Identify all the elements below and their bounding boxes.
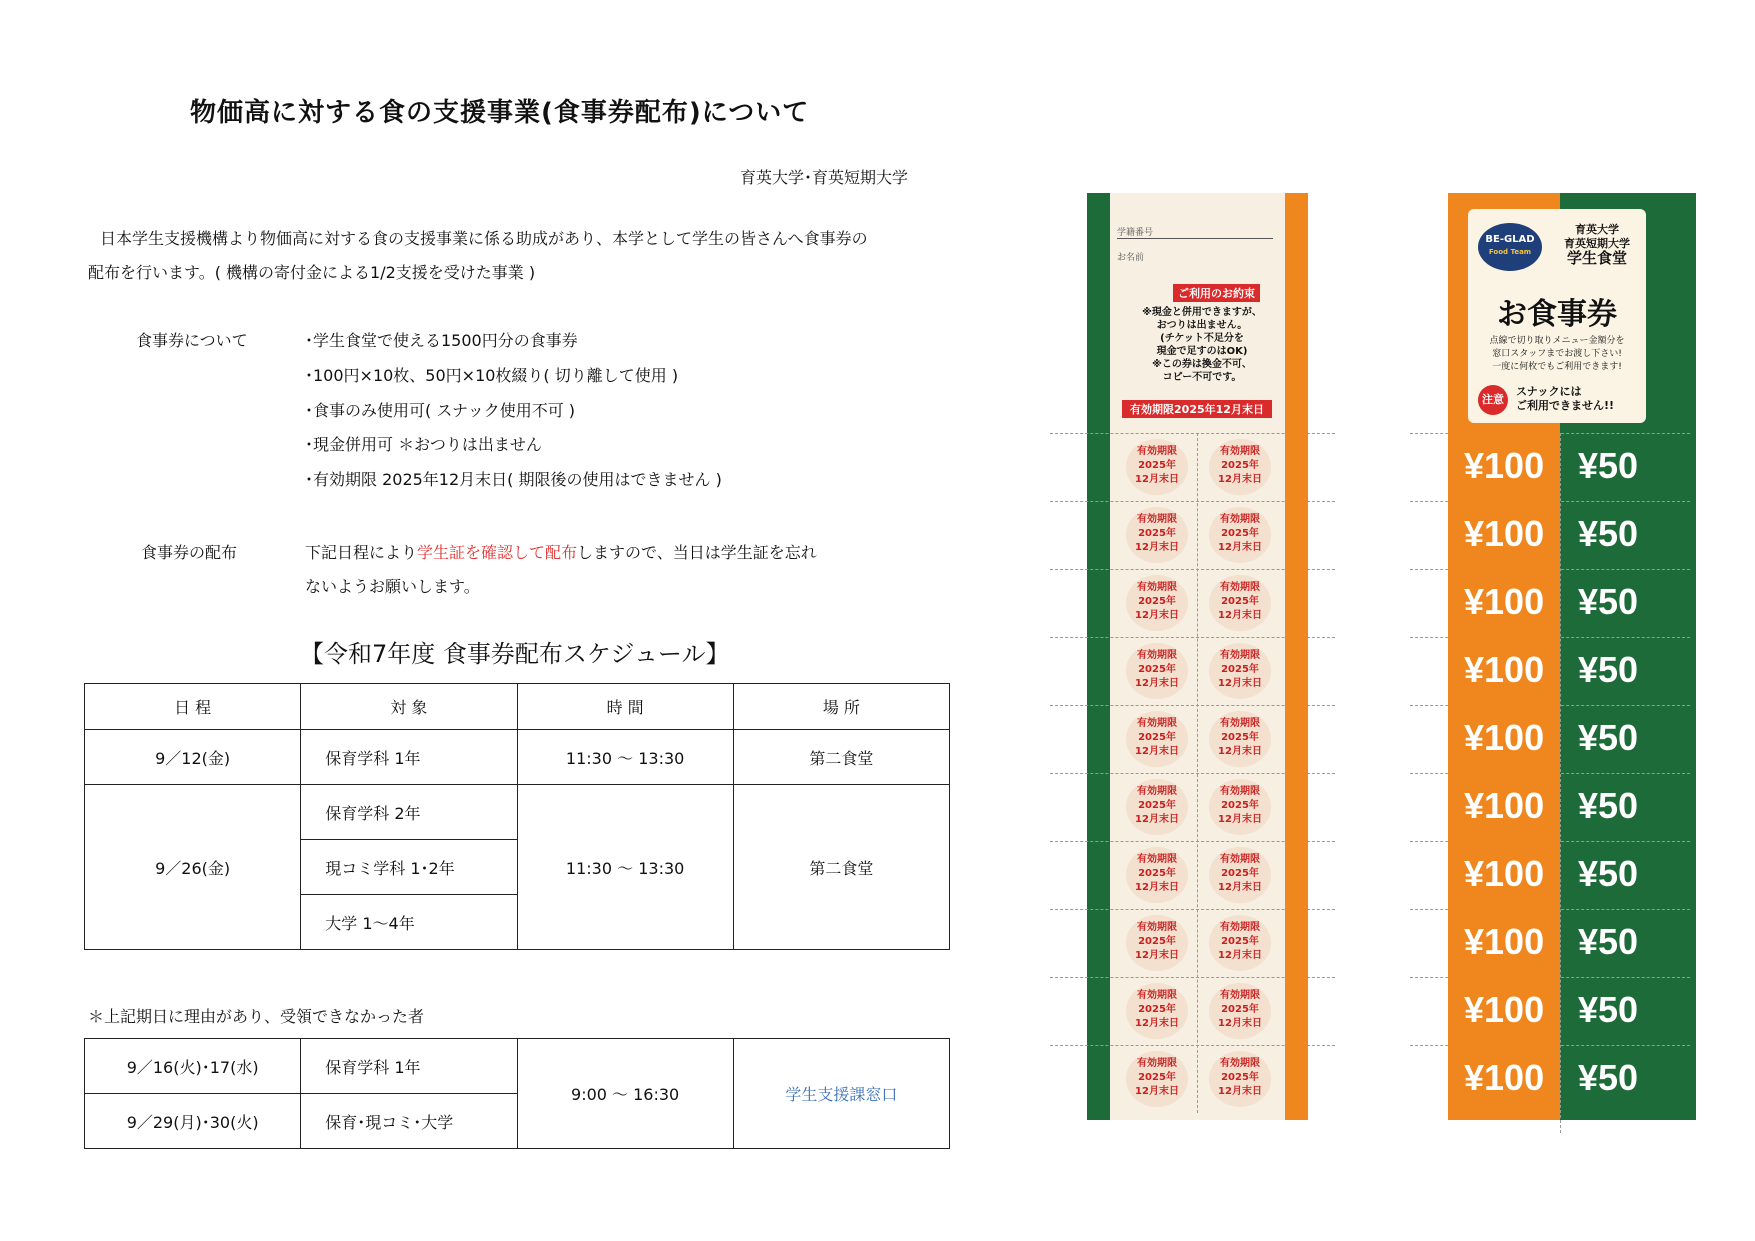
stamp-line: 12月末日 <box>1218 474 1262 485</box>
instruction-line: 点線で切り取りメニュー金額分を <box>1489 336 1625 346</box>
coupon-100[interactable]: ¥100 <box>1464 853 1545 894</box>
coupon-50[interactable]: ¥50 <box>1578 513 1639 554</box>
stamp-line: 2025年 <box>1221 1072 1259 1083</box>
stamp-line: 有効期限 <box>1220 1058 1260 1069</box>
schedule-header-place: 場 所 <box>733 684 949 730</box>
stamp-line: 有効期限 <box>1137 854 1177 865</box>
stamp-line: 2025年 <box>1138 868 1176 879</box>
schedule-header-target: 対 象 <box>301 684 517 730</box>
stamp-line: 有効期限 <box>1137 650 1177 661</box>
ticket-back-strip <box>1087 193 1308 1120</box>
stamp-line: 2025年 <box>1138 1072 1176 1083</box>
distribution-text-after: しますので、当日は学生証を忘れ <box>577 543 817 562</box>
stamp-line: 有効期限 <box>1220 650 1260 661</box>
expiry-stamp <box>1209 915 1271 971</box>
stamp-line: 12月末日 <box>1218 610 1262 621</box>
name-label: お名前 <box>1117 253 1145 263</box>
coupon-50[interactable]: ¥50 <box>1578 717 1639 758</box>
school-line-3: 学生食堂 <box>1566 249 1627 267</box>
stamp-line: 有効期限 <box>1220 582 1260 593</box>
coupon-50[interactable]: ¥50 <box>1578 853 1639 894</box>
schedule-title: 【令和7年度 食事券配布スケジュール】 <box>300 640 730 668</box>
stamp-line: 有効期限 <box>1137 1058 1177 1069</box>
stamp-line: 12月末日 <box>1135 474 1179 485</box>
makeup-place: 学生支援課窓口 <box>733 1039 949 1149</box>
expiry-stamp <box>1126 575 1188 631</box>
intro-line-1: 日本学生支援機構より物価高に対する食の支援事業に係る助成があり、本学として学生の皆さんへ食事券の <box>100 229 868 248</box>
caution-badge: 注意 <box>1478 385 1508 415</box>
logo-sub-text: Food Team <box>1488 248 1532 256</box>
distribution-label: 食事券の配布 <box>141 543 238 562</box>
makeup-note: ＊上記期日に理由があり、受領できなかった者 <box>88 1007 425 1026</box>
expiry-stamp <box>1209 439 1271 495</box>
intro-line-2: 配布を行います。( 機構の寄付金による1/2支援を受けた事業 ) <box>88 263 536 282</box>
stamp-line: 12月末日 <box>1135 814 1179 825</box>
stamp-line: 12月末日 <box>1135 1086 1179 1097</box>
coupon-100[interactable]: ¥100 <box>1464 717 1545 758</box>
stamp-line: 有効期限 <box>1137 582 1177 593</box>
coupon-50[interactable]: ¥50 <box>1578 921 1639 962</box>
stamp-line: 有効期限 <box>1220 990 1260 1001</box>
stamp-line: 有効期限 <box>1137 718 1177 729</box>
expiry-stamp <box>1126 439 1188 495</box>
expiry-stamp <box>1126 915 1188 971</box>
stamp-line: 2025年 <box>1138 800 1176 811</box>
stamp-line: 2025年 <box>1138 596 1176 607</box>
coupon-100[interactable]: ¥100 <box>1464 445 1545 486</box>
stamp-line: 有効期限 <box>1220 922 1260 933</box>
expiry-banner: 有効期限2025年12月末日 <box>1122 400 1272 418</box>
row2-date: 9／26(金) <box>85 785 301 950</box>
expiry-stamps <box>1087 193 1308 1120</box>
expiry-stamp <box>1126 1051 1188 1107</box>
about-item-3: ･食事のみ使用可( スナック使用不可 ) <box>305 401 576 420</box>
caution-line: ご利用できません!! <box>1516 399 1615 412</box>
stamp-line: 12月末日 <box>1135 950 1179 961</box>
stamp-line: 有効期限 <box>1137 514 1177 525</box>
makeup-target-2: 保育･現コミ･大学 <box>301 1094 517 1149</box>
row1-time: 11:30 ～ 13:30 <box>517 730 733 785</box>
distribution-highlight: 学生証を確認して配布 <box>417 543 578 562</box>
stamp-line: 12月末日 <box>1218 746 1262 757</box>
about-item-4: ･現金併用可 ＊おつりは出ません <box>305 435 542 454</box>
expiry-stamp <box>1209 1051 1271 1107</box>
stamp-line: 12月末日 <box>1218 542 1262 553</box>
expiry-stamp <box>1126 507 1188 563</box>
stamp-line: 2025年 <box>1221 596 1259 607</box>
row1-target: 保育学科 1年 <box>301 730 517 785</box>
school-line-2: 育英短期大学 <box>1564 237 1630 250</box>
stamp-line: 2025年 <box>1138 664 1176 675</box>
row2-place: 第二食堂 <box>733 785 949 950</box>
stamp-line: 2025年 <box>1221 732 1259 743</box>
stamp-line: 2025年 <box>1221 528 1259 539</box>
logo-text: BE-GLAD <box>1485 234 1535 245</box>
stamp-line: 2025年 <box>1221 936 1259 947</box>
intro-paragraph <box>88 222 948 290</box>
about-item-5: ･有効期限 2025年12月末日( 期限後の使用はできません ) <box>305 470 722 489</box>
schedule-table <box>84 683 950 950</box>
stamp-line: 12月末日 <box>1135 1018 1179 1029</box>
schedule-header-date: 日 程 <box>85 684 301 730</box>
stamp-line: 有効期限 <box>1137 446 1177 457</box>
makeup-date-1: 9／16(火)･17(水) <box>85 1039 301 1094</box>
stamp-line: 12月末日 <box>1218 882 1262 893</box>
stamp-line: 12月末日 <box>1135 542 1179 553</box>
schedule-header-time: 時 間 <box>517 684 733 730</box>
makeup-time: 9:00 ～ 16:30 <box>517 1039 733 1149</box>
coupon-100[interactable]: ¥100 <box>1464 989 1545 1030</box>
stamp-divider <box>1197 433 1198 1113</box>
headline: お食事券 <box>1497 297 1617 332</box>
stamp-line: 有効期限 <box>1137 922 1177 933</box>
expiry-stamp <box>1209 779 1271 835</box>
promise-line: (チケット不足分を <box>1160 333 1244 344</box>
stamp-line: 有効期限 <box>1220 514 1260 525</box>
about-item-1: ･学生食堂で使える1500円分の食事券 <box>305 331 578 350</box>
instruction-line: 窓口スタッフまでお渡し下さい! <box>1492 349 1622 359</box>
student-no-label: 学籍番号 <box>1117 225 1273 239</box>
expiry-stamp <box>1209 507 1271 563</box>
stamp-line: 12月末日 <box>1218 814 1262 825</box>
organization-name: 育英大学･育英短期大学 <box>740 168 909 187</box>
makeup-table <box>84 1038 950 1149</box>
expiry-stamp <box>1126 643 1188 699</box>
expiry-stamp <box>1209 643 1271 699</box>
makeup-target-1: 保育学科 1年 <box>301 1039 517 1094</box>
coupon-100[interactable]: ¥100 <box>1464 785 1545 826</box>
coupon-50[interactable]: ¥50 <box>1578 1057 1639 1098</box>
stamp-line: 2025年 <box>1138 732 1176 743</box>
coupon-100[interactable]: ¥100 <box>1464 921 1545 962</box>
coupon-100[interactable]: ¥100 <box>1464 581 1545 622</box>
stamp-line: 有効期限 <box>1220 786 1260 797</box>
stamp-line: 2025年 <box>1138 1004 1176 1015</box>
promise-line: コピー不可です。 <box>1162 372 1242 383</box>
row1-place: 第二食堂 <box>733 730 949 785</box>
coupon-50[interactable]: ¥50 <box>1578 445 1639 486</box>
coupon-50[interactable]: ¥50 <box>1578 581 1639 622</box>
about-label: 食事券について <box>136 331 248 350</box>
coupon-100[interactable]: ¥100 <box>1464 1057 1545 1098</box>
promise-line: 現金で足すのはOK) <box>1156 346 1248 357</box>
stamp-line: 2025年 <box>1221 800 1259 811</box>
stamp-line: 2025年 <box>1138 460 1176 471</box>
stamp-line: 12月末日 <box>1135 882 1179 893</box>
promise-line: ※この券は換金不可、 <box>1152 359 1252 370</box>
distribution-line-2: ないようお願いします。 <box>305 577 480 596</box>
stamp-line: 12月末日 <box>1218 1018 1262 1029</box>
makeup-date-2: 9／29(月)･30(火) <box>85 1094 301 1149</box>
stamp-line: 12月末日 <box>1218 950 1262 961</box>
expiry-stamp <box>1126 983 1188 1039</box>
stamp-line: 2025年 <box>1138 936 1176 947</box>
page-title: 物価高に対する食の支援事業(食事券配布)について <box>190 98 810 128</box>
expiry-stamp <box>1126 847 1188 903</box>
row2-target-2: 現コミ学科 1･2年 <box>301 840 517 895</box>
stamp-line: 2025年 <box>1221 868 1259 879</box>
row2-time: 11:30 ～ 13:30 <box>517 785 733 950</box>
stamp-line: 12月末日 <box>1135 610 1179 621</box>
distribution-text-before: 下記日程により <box>305 543 418 562</box>
expiry-stamp <box>1126 779 1188 835</box>
stamp-line: 12月末日 <box>1218 1086 1262 1097</box>
row2-target-1: 保育学科 2年 <box>301 785 517 840</box>
coupon-50[interactable]: ¥50 <box>1578 649 1639 690</box>
stamp-line: 12月末日 <box>1135 746 1179 757</box>
about-item-2: ･100円×10枚、50円×10枚綴り( 切り離して使用 ) <box>305 366 679 385</box>
stamp-line: 2025年 <box>1221 1004 1259 1015</box>
stamp-line: 有効期限 <box>1220 718 1260 729</box>
stamp-line: 12月末日 <box>1135 678 1179 689</box>
expiry-stamp <box>1209 711 1271 767</box>
expiry-stamp <box>1209 847 1271 903</box>
coupon-100[interactable]: ¥100 <box>1464 649 1545 690</box>
caution-line: スナックには <box>1516 385 1582 398</box>
instruction-line: 一度に何枚でもご利用できます! <box>1492 362 1622 372</box>
promise-line: おつりは出ません。 <box>1156 320 1248 331</box>
promise-title: ご利用のお約束 <box>1173 284 1260 302</box>
stamp-line: 2025年 <box>1221 460 1259 471</box>
stamp-line: 有効期限 <box>1220 446 1260 457</box>
expiry-stamp <box>1126 711 1188 767</box>
promise-line: ※現金と併用できますが、 <box>1142 307 1262 318</box>
stamp-line: 2025年 <box>1221 664 1259 675</box>
stamp-line: 有効期限 <box>1137 990 1177 1001</box>
expiry-stamp <box>1209 575 1271 631</box>
coupon-50[interactable]: ¥50 <box>1578 989 1639 1030</box>
coupon-values <box>1448 193 1696 1120</box>
stamp-line: 有効期限 <box>1220 854 1260 865</box>
stamp-line: 2025年 <box>1138 528 1176 539</box>
row2-target-3: 大学 1～4年 <box>301 895 517 950</box>
row1-date: 9／12(金) <box>85 730 301 785</box>
coupon-100[interactable]: ¥100 <box>1464 513 1545 554</box>
expiry-stamp <box>1209 983 1271 1039</box>
stamp-line: 12月末日 <box>1218 678 1262 689</box>
distribution-line-1 <box>305 540 817 563</box>
school-line-1: 育英大学 <box>1575 223 1619 236</box>
ticket-front-strip <box>1448 193 1696 1120</box>
stamp-line: 有効期限 <box>1137 786 1177 797</box>
coupon-50[interactable]: ¥50 <box>1578 785 1639 826</box>
